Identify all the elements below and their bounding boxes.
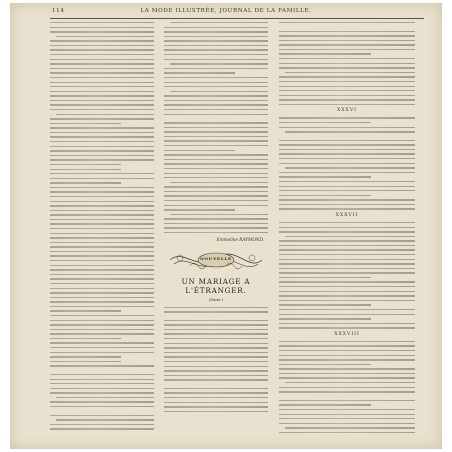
text-line — [50, 196, 154, 197]
text-line — [50, 118, 154, 119]
text-line — [50, 173, 154, 174]
text-line — [164, 54, 268, 55]
text-line — [50, 333, 154, 334]
journal-title: LA MODE ILLUSTRÉE, JOURNAL DE LA FAMILLE. — [140, 8, 312, 14]
page-number: 114 — [52, 8, 65, 14]
text-line — [50, 310, 121, 311]
header-rule — [50, 18, 424, 19]
text-line — [50, 415, 154, 416]
text-line — [279, 323, 415, 324]
text-line — [164, 95, 268, 96]
text-line — [164, 227, 268, 228]
text-line — [279, 240, 415, 241]
text-line — [50, 274, 154, 275]
newspaper-page — [10, 3, 442, 449]
vignette-label: NOUVELLE — [200, 255, 232, 261]
text-line — [50, 278, 154, 279]
text-line — [50, 365, 154, 366]
text-line — [279, 49, 415, 50]
text-line — [164, 159, 268, 160]
text-line — [50, 223, 154, 224]
text-line — [164, 49, 268, 50]
text-line — [164, 177, 268, 178]
text-line — [279, 227, 415, 228]
text-line — [279, 295, 415, 296]
text-line — [50, 132, 154, 133]
text-line — [164, 140, 268, 141]
text-line — [50, 27, 154, 28]
text-line — [50, 352, 154, 353]
text-line — [164, 397, 268, 398]
text-line — [164, 168, 268, 169]
text-line — [170, 22, 268, 23]
text-line — [50, 320, 154, 321]
text-line — [279, 277, 371, 278]
text-line — [50, 324, 154, 325]
text-line — [279, 373, 415, 374]
text-line — [170, 91, 268, 92]
column-3-part-2-lines — [279, 117, 415, 209]
text-line — [170, 214, 268, 215]
text-line — [50, 210, 154, 211]
column-1-text-lines — [50, 22, 154, 430]
text-line — [170, 63, 268, 64]
text-line — [279, 163, 415, 164]
text-line — [50, 123, 121, 124]
text-line — [50, 315, 154, 316]
text-line — [279, 76, 415, 77]
text-line — [164, 343, 268, 344]
text-line — [50, 104, 154, 105]
text-line — [50, 82, 154, 83]
text-line — [50, 155, 154, 156]
text-line — [50, 265, 154, 266]
text-line — [164, 27, 268, 28]
text-line — [50, 146, 154, 147]
text-line — [50, 283, 154, 284]
text-line — [164, 31, 268, 32]
text-line — [50, 40, 154, 41]
text-line — [164, 324, 268, 325]
text-line — [50, 205, 154, 206]
text-line — [164, 366, 268, 367]
text-line — [50, 100, 154, 101]
text-line — [50, 141, 154, 142]
text-line — [164, 223, 268, 224]
text-column-3 — [279, 22, 415, 440]
text-line — [164, 329, 268, 330]
text-line — [279, 40, 415, 41]
text-line — [279, 186, 415, 187]
text-line — [164, 40, 268, 41]
text-line — [50, 219, 154, 220]
text-line — [164, 127, 268, 128]
text-line — [279, 414, 415, 415]
text-line — [279, 172, 415, 173]
text-line — [50, 292, 154, 293]
text-line — [50, 31, 154, 32]
text-line — [164, 154, 268, 155]
text-line — [50, 406, 154, 407]
text-line — [164, 333, 268, 334]
text-line — [50, 233, 154, 234]
text-line — [279, 22, 415, 23]
text-line — [164, 406, 268, 407]
text-line — [50, 242, 154, 243]
text-line — [285, 72, 415, 73]
text-line — [164, 200, 268, 201]
text-line — [279, 387, 415, 388]
text-line — [50, 187, 154, 188]
text-line — [279, 364, 371, 365]
text-line — [50, 95, 154, 96]
text-line — [50, 191, 154, 192]
text-line — [50, 428, 154, 429]
text-line — [279, 423, 415, 424]
text-line — [164, 218, 268, 219]
text-line — [279, 204, 415, 205]
section-heading-2: XXXVII — [335, 212, 359, 218]
text-line — [164, 195, 268, 196]
text-column-1 — [50, 22, 154, 440]
text-line — [170, 182, 268, 183]
text-line — [279, 249, 415, 250]
text-line — [279, 377, 415, 378]
text-line — [164, 82, 268, 83]
text-line — [279, 44, 415, 45]
text-line — [50, 392, 154, 393]
text-line — [279, 222, 415, 223]
text-line — [279, 144, 415, 145]
text-line — [164, 86, 268, 87]
text-line — [50, 91, 154, 92]
text-line — [50, 338, 121, 339]
text-line — [50, 59, 154, 60]
text-line — [279, 190, 415, 191]
text-line — [164, 307, 268, 308]
text-line — [279, 281, 415, 282]
text-line — [50, 260, 154, 261]
page-header — [10, 8, 442, 18]
text-line — [50, 127, 154, 128]
text-line — [164, 352, 268, 353]
text-line — [50, 150, 154, 151]
text-line — [164, 388, 268, 389]
text-line — [279, 31, 415, 32]
text-line — [50, 424, 154, 425]
text-line — [164, 163, 268, 164]
text-line — [279, 418, 415, 419]
text-line — [164, 186, 268, 187]
text-line — [279, 63, 415, 64]
text-line — [164, 72, 235, 73]
text-line — [50, 136, 154, 137]
text-line — [279, 350, 415, 351]
text-line — [50, 159, 154, 160]
text-line — [164, 104, 268, 105]
text-line — [279, 104, 415, 105]
text-line — [164, 191, 268, 192]
text-line — [279, 181, 415, 182]
text-line — [279, 86, 415, 87]
text-line — [50, 269, 154, 270]
text-line — [56, 36, 154, 37]
text-line — [164, 145, 268, 146]
text-line — [50, 169, 121, 170]
text-line — [164, 131, 268, 132]
text-line — [279, 291, 415, 292]
text-line — [50, 306, 154, 307]
text-line — [50, 388, 154, 389]
text-line — [285, 382, 415, 383]
text-line — [50, 72, 154, 73]
text-line — [279, 400, 415, 401]
text-line — [279, 35, 415, 36]
text-line — [279, 176, 371, 177]
text-line — [50, 347, 154, 348]
text-line — [50, 68, 154, 69]
text-line — [279, 208, 415, 209]
text-line — [279, 195, 371, 196]
text-line — [164, 150, 235, 151]
text-line — [164, 311, 268, 312]
column-2-lower-text-lines — [164, 307, 268, 413]
text-line — [279, 286, 415, 287]
text-line — [50, 63, 154, 64]
section-heading-1: XXXVI — [337, 108, 357, 114]
text-line — [50, 301, 154, 302]
text-line — [164, 347, 268, 348]
text-line — [164, 209, 235, 210]
text-line — [164, 68, 268, 69]
column-2-upper-text-lines — [164, 22, 268, 233]
text-line — [50, 214, 154, 215]
text-line — [279, 117, 415, 118]
text-line — [279, 404, 371, 405]
text-line — [164, 77, 268, 78]
text-line — [50, 178, 154, 179]
text-line — [279, 409, 415, 410]
text-line — [50, 288, 154, 289]
text-line — [285, 131, 415, 132]
text-line — [285, 236, 415, 237]
text-line — [50, 255, 154, 256]
text-line — [279, 359, 415, 360]
text-line — [164, 122, 268, 123]
text-line — [164, 205, 268, 206]
column-3-part-3-lines — [279, 222, 415, 329]
text-line — [164, 36, 268, 37]
text-line — [279, 199, 415, 200]
text-line — [279, 304, 371, 305]
text-line — [164, 100, 268, 101]
text-line — [50, 246, 154, 247]
text-line — [50, 383, 154, 384]
text-line — [285, 167, 415, 168]
text-line — [279, 140, 415, 141]
story-title: UN MARIAGE A L'ÉTRANGER. — [181, 276, 251, 295]
text-line — [50, 109, 154, 110]
text-line — [164, 59, 268, 60]
text-line — [279, 153, 415, 154]
text-line — [279, 432, 415, 433]
text-line — [50, 201, 154, 202]
column-3-part-1-lines — [279, 22, 415, 105]
text-line — [279, 58, 415, 59]
text-line — [50, 182, 121, 183]
text-line — [50, 86, 154, 87]
text-line — [279, 127, 415, 128]
text-line — [164, 361, 268, 362]
text-line — [50, 49, 154, 50]
text-line — [164, 356, 268, 357]
text-line — [279, 368, 415, 369]
text-line — [279, 263, 415, 264]
text-line — [56, 114, 154, 115]
text-line — [50, 379, 154, 380]
text-line — [279, 318, 371, 319]
text-line — [164, 338, 268, 339]
text-line — [50, 401, 154, 402]
text-line — [164, 370, 268, 371]
author-signature: Emmeline RAYMOND. — [216, 236, 264, 242]
text-line — [164, 392, 268, 393]
text-line — [279, 245, 415, 246]
text-line — [279, 314, 415, 315]
text-line — [50, 164, 121, 165]
text-line — [50, 297, 154, 298]
text-line — [50, 22, 154, 23]
text-line — [164, 379, 268, 380]
text-line — [50, 329, 154, 330]
text-line — [50, 237, 154, 238]
text-line — [279, 300, 415, 301]
text-line — [56, 397, 154, 398]
text-line — [279, 355, 415, 356]
text-line — [279, 90, 415, 91]
story-subtitle: (Suite.) — [208, 296, 224, 302]
text-line — [279, 149, 415, 150]
text-line — [164, 136, 268, 137]
text-line — [279, 95, 415, 96]
text-line — [279, 81, 415, 82]
text-line — [50, 342, 154, 343]
nouvelle-vignette — [166, 246, 266, 274]
text-line — [279, 391, 415, 392]
text-line — [164, 232, 268, 233]
text-line — [50, 54, 154, 55]
text-line — [279, 345, 415, 346]
text-line — [50, 228, 154, 229]
text-line — [50, 361, 121, 362]
text-column-2 — [164, 22, 268, 440]
text-line — [56, 419, 154, 420]
text-line — [50, 374, 154, 375]
column-3-part-4-lines — [279, 341, 415, 433]
text-line — [164, 173, 268, 174]
text-line — [164, 375, 268, 376]
text-line — [50, 45, 154, 46]
text-line — [279, 259, 415, 260]
text-line — [285, 427, 415, 428]
text-line — [279, 122, 371, 123]
text-line — [279, 272, 415, 273]
text-line — [279, 231, 415, 232]
text-line — [164, 411, 268, 412]
text-line — [279, 254, 415, 255]
text-line — [164, 109, 268, 110]
text-line — [279, 341, 415, 342]
text-line — [50, 356, 121, 357]
text-line — [164, 320, 268, 321]
text-line — [164, 114, 268, 115]
text-line — [279, 309, 415, 310]
text-line — [279, 327, 415, 328]
text-line — [279, 67, 415, 68]
text-line — [164, 402, 268, 403]
text-line — [164, 45, 268, 46]
text-line — [50, 77, 154, 78]
section-heading-3: XXXVIII — [334, 331, 360, 337]
text-line — [279, 158, 415, 159]
text-line — [279, 99, 415, 100]
text-line — [50, 251, 154, 252]
text-line — [279, 268, 415, 269]
text-line — [279, 53, 371, 54]
